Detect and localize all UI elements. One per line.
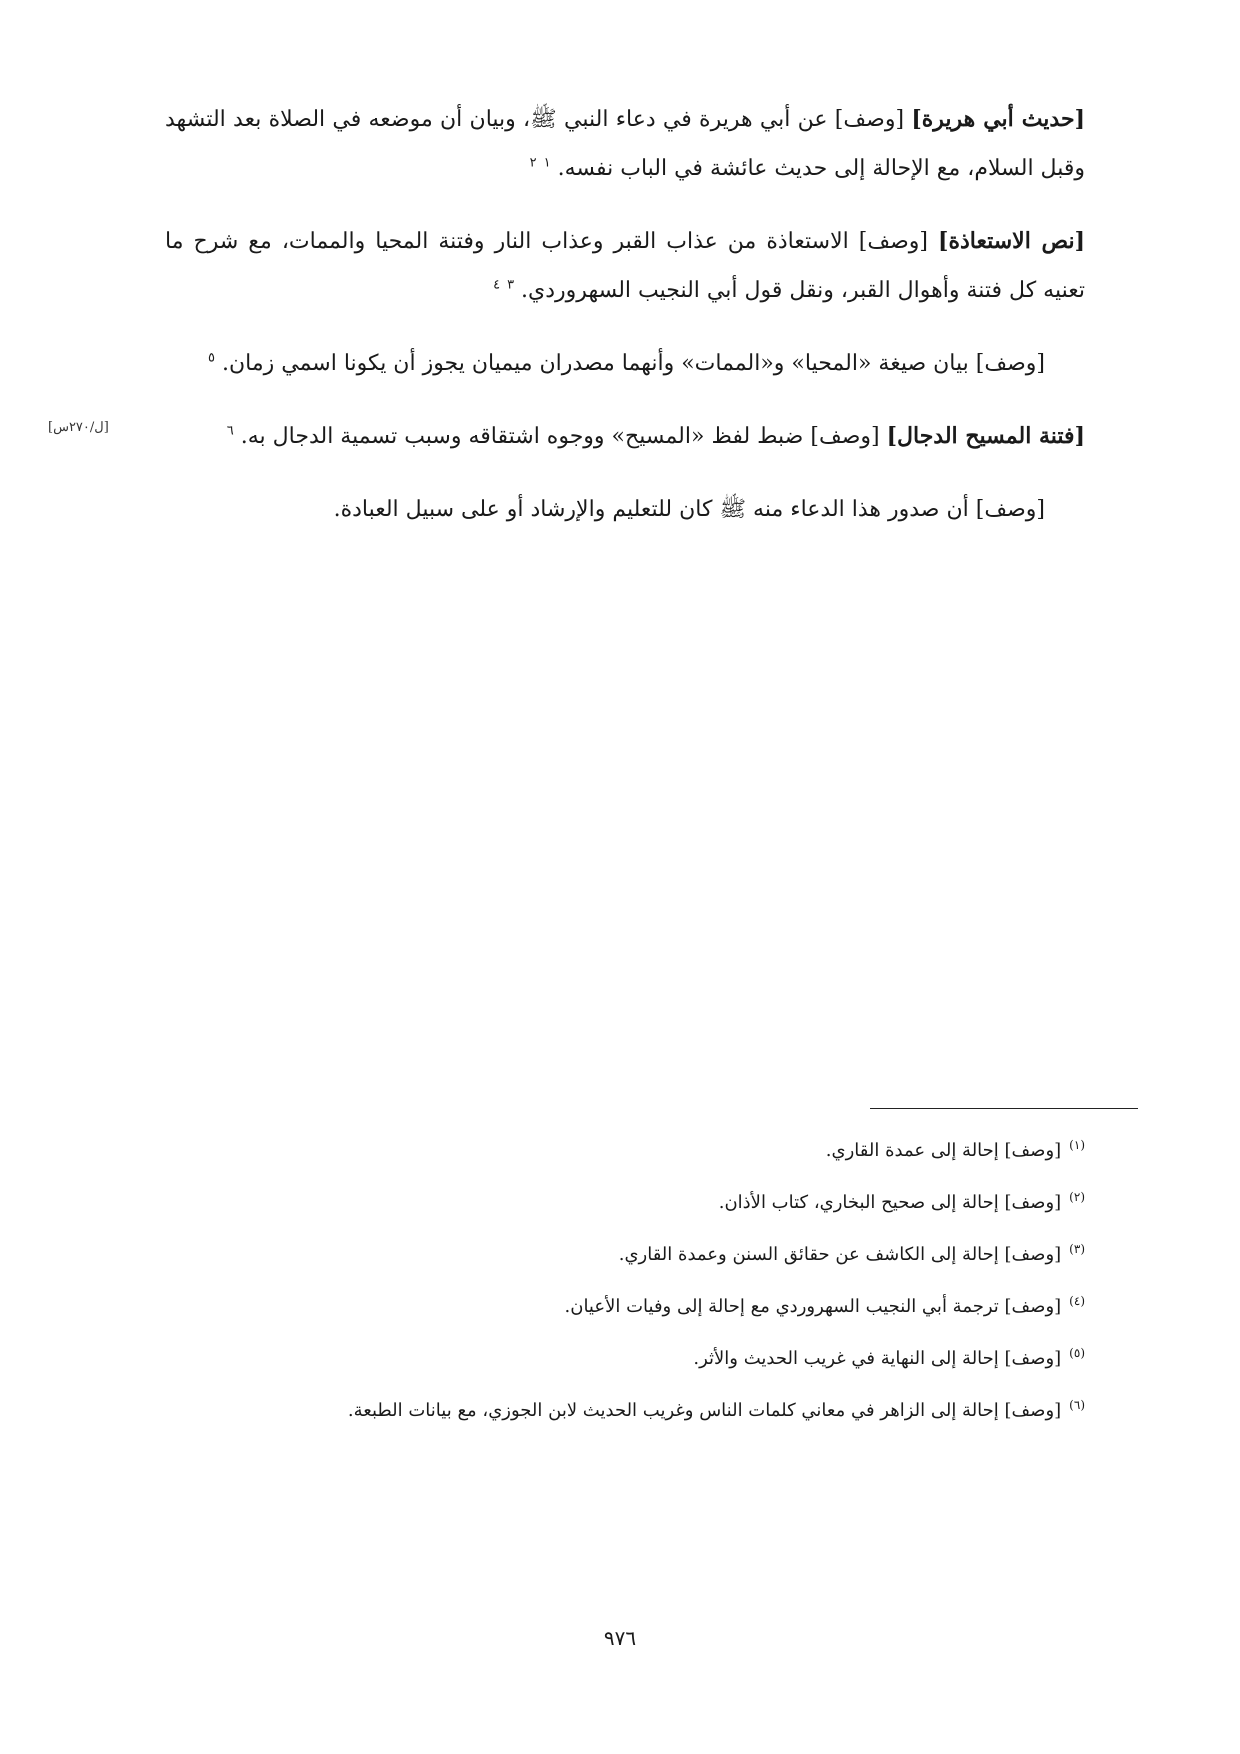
footnote-ref: ٣ bbox=[507, 277, 515, 293]
footnote-number: (١) bbox=[1069, 1138, 1085, 1152]
paragraph-2 bbox=[165, 217, 1085, 315]
footnote-1 bbox=[165, 1125, 1085, 1171]
paragraph-3 bbox=[165, 339, 1085, 388]
paragraph-4-text: [وصف] ضبط لفظ «المسيح» ووجوه اشتقاقه وسبب تسمية الدجال به. bbox=[240, 424, 880, 449]
paragraph-1-text: [وصف] عن أبي هريرة في دعاء النبي ﷺ، وبيان أن موضعه في الصلاة بعد التشهد وقبل السلام، مع الإحالة إلى حديث عائشة في الباب نفسه. bbox=[165, 107, 1085, 181]
footnote-text: [وصف] إحالة إلى صحيح البخاري، كتاب الأذان. bbox=[718, 1192, 1062, 1213]
footnote-ref: ٥ bbox=[208, 350, 215, 366]
footnotes bbox=[165, 1125, 1085, 1437]
footnote-ref: ٢ bbox=[529, 155, 537, 171]
footnote-2 bbox=[165, 1177, 1085, 1223]
footnote-text: [وصف] إحالة إلى الزاهر في معاني كلمات الناس وغريب الحديث لابن الجوزي، مع بيانات الطبعة. bbox=[347, 1400, 1062, 1421]
footnote-number: (٥) bbox=[1069, 1346, 1085, 1360]
paragraph-4 bbox=[165, 412, 1085, 461]
footnote-ref: ٤ bbox=[493, 277, 501, 293]
paragraph-3-text: [وصف] بيان صيغة «المحيا» و«الممات» وأنهما مصدران ميميان يجوز أن يكونا اسمي زمان. bbox=[222, 351, 1045, 376]
footnote-text: [وصف] إحالة إلى الكاشف عن حقائق السنن وعمدة القاري. bbox=[618, 1244, 1062, 1265]
footnote-text: [وصف] إحالة إلى عمدة القاري. bbox=[825, 1140, 1062, 1161]
footnote-3 bbox=[165, 1229, 1085, 1275]
paragraph-2-text: [وصف] الاستعاذة من عذاب القبر وعذاب النار وفتنة المحيا والممات، مع شرح ما تعنيه كل فتنة وأهوال القبر، ونقل قول أبي النجيب السهروردي. bbox=[165, 229, 1085, 303]
footnote-number: (٣) bbox=[1069, 1242, 1085, 1256]
footnote-ref: ٦ bbox=[226, 423, 234, 439]
footnote-number: (٤) bbox=[1069, 1294, 1085, 1308]
footnote-text: [وصف] إحالة إلى النهاية في غريب الحديث والأثر. bbox=[693, 1348, 1062, 1369]
footnote-text: [وصف] ترجمة أبي النجيب السهروردي مع إحالة إلى وفيات الأعيان. bbox=[564, 1296, 1062, 1317]
footnote-separator bbox=[870, 1108, 1138, 1109]
paragraph-5-text: [وصف] أن صدور هذا الدعاء منه ﷺ كان للتعليم والإرشاد أو على سبيل العبادة. bbox=[333, 497, 1045, 522]
footnote-5 bbox=[165, 1333, 1085, 1379]
paragraph-4-lead: [فتنة المسيح الدجال] bbox=[886, 423, 1085, 449]
footnote-number: (٦) bbox=[1069, 1398, 1085, 1412]
paragraph-2-lead: [نص الاستعاذة] bbox=[938, 228, 1085, 254]
page-number: ٩٧٦ bbox=[603, 1626, 637, 1650]
paragraph-5 bbox=[165, 485, 1085, 534]
paragraph-1-lead: [حديث أبي هريرة] bbox=[911, 106, 1085, 132]
footnote-number: (٢) bbox=[1069, 1190, 1085, 1204]
footnote-4 bbox=[165, 1281, 1085, 1327]
footnote-ref: ١ bbox=[543, 155, 551, 171]
manuscript-folio-marker: [ل/٢٧٠س] bbox=[48, 420, 109, 435]
paragraph-1 bbox=[165, 95, 1085, 193]
footnote-6 bbox=[165, 1385, 1085, 1431]
main-text bbox=[165, 95, 1085, 558]
